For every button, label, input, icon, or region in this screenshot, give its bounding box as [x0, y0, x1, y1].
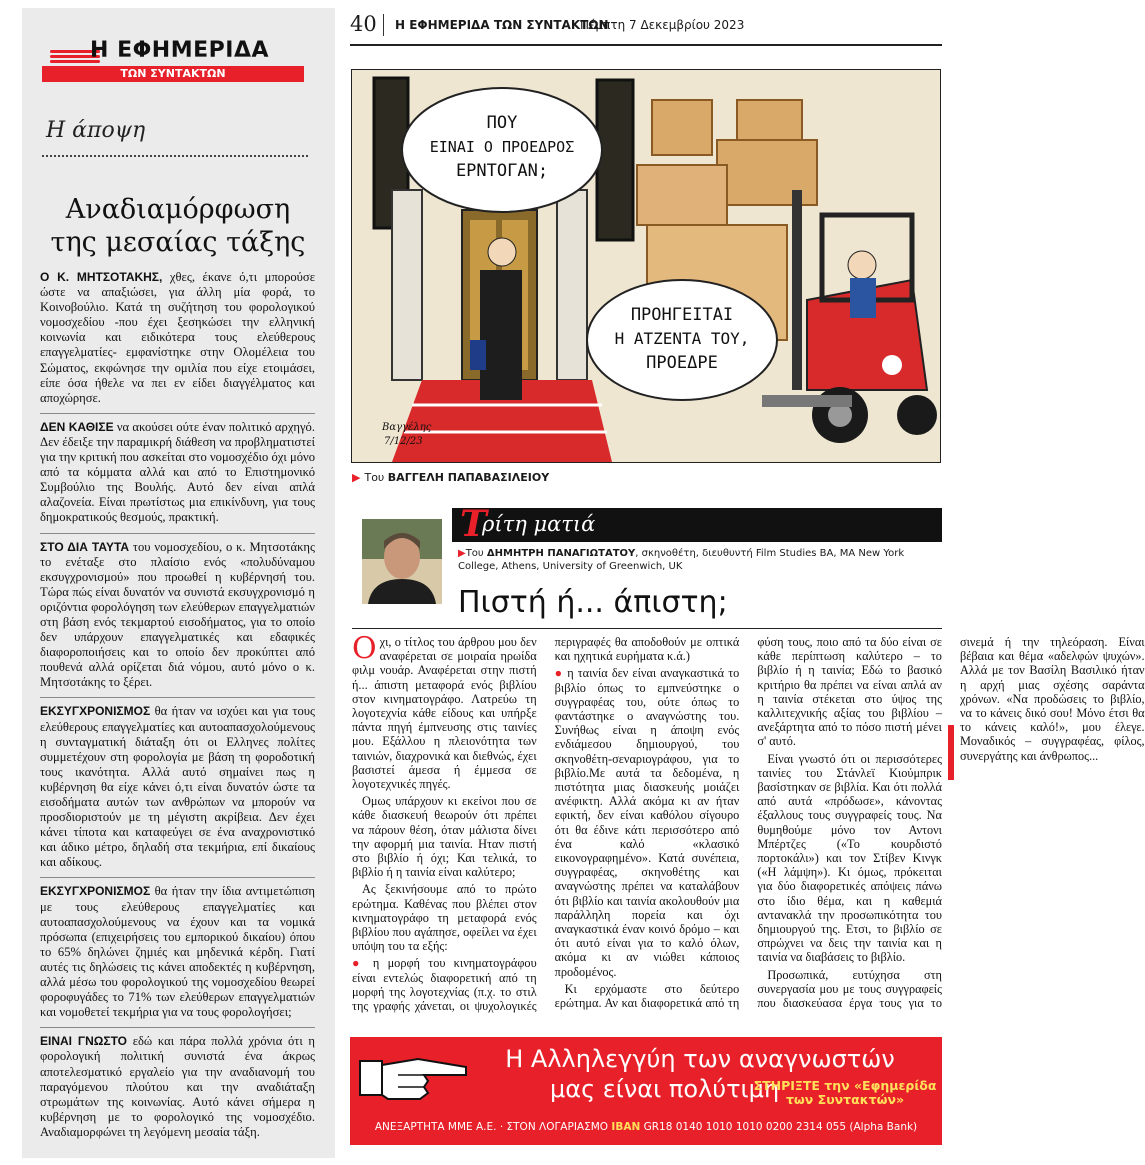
column-paragraph: Κι ερχόμαστε στο δεύτερο ερώτημα. Αν και διαφορετικά από τη φύση τους, ποιο από τα δύο είναι σε κάθε περίπτωση καλύτερο – το βιβλίο ή η ταινία; Εδώ το βασικό κριτήριο θα πρέπει να είναι απλά αν η ταινία στέκεται στο ύψος της καλλιτεχνικής αξίας του βιβλίου – ανεξάρτητα από το πόσο πιστή μένει σ' αυτό. [554, 635, 942, 1011]
bullet-icon: ● [554, 666, 564, 681]
cartoon-signature-name: Βαγγέλης [382, 422, 432, 433]
paragraph-text: χθες, έκανε ό,τι μπορούσε ώστε να απαξιώσει, για άλλη μία φορά, το Κοινοβούλιο. Κατά τη συζήτηση του φορολογικού νομοσχεδίου -που έχει ξεσηκώσει την ελληνική κοινωνία και ειδικότερα τους ελεύθερους επαγγελματίες- εμφανίστηκε στην Ολομέλεια του Σώματος, εκφώνησε την ομιλία που είχε ετοιμάσει, είπε όσα ήθελε να πει εν είδει διαγγέλματος και αποχώρησε. [40, 270, 315, 405]
paragraph-divider [40, 697, 315, 698]
page-number: 40 [350, 12, 377, 36]
solidarity-ad[interactable] [350, 1037, 942, 1145]
paragraph-divider [40, 877, 315, 878]
header-separator [383, 14, 384, 36]
column-rule [352, 628, 942, 629]
ad-cta-line-2: των Συντακτών» [785, 1092, 905, 1107]
bullet-icon: ● [352, 956, 365, 971]
drop-cap: Ο [352, 631, 377, 666]
banner-initial: Τ [460, 503, 487, 545]
column-paragraph: Ομως υπάρχουν κι εκείνοι που σε κάθε διασκευή θεωρούν ότι πρέπει να πάρουν θέση, όταν μάλιστα δίνει την αφορμή μια ταινία. Ηταν πιστή στο βιβλίο ή όχι; Και τελικά, το βιβλίο ή η ταινία είναι καλύτερο; [352, 794, 537, 880]
author-name: ΔΗΜΗΤΡΗ ΠΑΝΑΓΙΩΤΑΤΟΥ [486, 548, 636, 559]
editorial-paragraph [40, 540, 315, 691]
triangle-icon: ▶ [458, 548, 466, 559]
logo-subtitle: ΤΩΝ ΣΥΝΤΑΚΤΩΝ [42, 66, 304, 82]
ad-headline-1: Η Αλληλεγγύη των αναγνωστών [505, 1045, 895, 1073]
bubble-right-line-3: ΠΡΟΕΔΡΕ [646, 353, 718, 373]
cartoon-signature-date: 7/12/23 [384, 436, 423, 447]
paragraph-text: να ακούσει ούτε έναν πολιτικό αρχηγό. Δεν έδειξε την παραμικρή διάθεση να προβληματιστεί για την κριτική που ασκείται στο νομοσχέδιο όχι μόνο από τα κόμματα αλλά και από το Επιστημονικό Συμβούλιο της Βουλής. Αυτό δεν είναι απλά αλαζονεία. Είναι πρωτίστως μια επικίνδυνη, για τους δημοκρατικούς θεσμούς, πρακτική. [40, 419, 316, 525]
paragraph-text: του νομοσχεδίου, ο κ. Μητσοτάκης το ενέταξε στο πλαίσιο ενός «πολυδύναμου εκσυγχρονισμού» που προωθεί η κυβέρνησή του. Τώρα πώς είναι δυνατόν να συνιστά εκσυγχρονισμό η οριζόντια φορολόγηση των ελεύθερων επαγγελματιών στη βάση ενός τεκμαρτού εισοδήματος, για το οποίο δεν υπάρχουν επαγγελματικές και εδαφικές διαφοροποιήσεις και το οποίο δεν προκύπτει από πουθενά αλλά ορίζεται διά νόμου, αυτό μόνο ο κ. Μητσοτάκης το ξέρει. [40, 539, 315, 690]
section-label: Η άποψη [46, 118, 146, 143]
paragraph-text: η ταινία δεν είναι αναγκαστικά το βιβλίο όπως το εμπνεύστηκε ο συγγραφέας του, ούτε όπως το φαντάστηκε ο αναγνώστης του. Συνήθως είναι η άποψη ενός ενδιάμεσου δημιουργού, του σκηνοθέτη-σεναριογράφου, για το βιβλίο.Με αυτά τα δεδομένα, η πιστότητα μιας διασκευής μοιάζει ανέφικτη. Αλλά ακόμα κι αν ήταν εφικτή, δεν είναι καθόλου σίγουρο ότι θα έδινε κάτι περισσότερο από ένα καλό «κλασικό εικονογραφημένο». Κατά συνέπεια, συγγραφέας, σκηνοθέτης και αναγνώστης πρέπει να καταλάβουν ότι βιβλίο και ταινία ακολουθούν μια παράλληλη πορεία και όχι αναγκαστικά έναν κοινό δρόμο – και ότι αυτό είναι για το καλό όλων, ακόμα κι αν νιώθει κάποιος προδομένος. [554, 666, 740, 979]
headline-line-2: της μεσαίας τάξης [50, 227, 306, 258]
ad-call-to-action [750, 1079, 940, 1107]
paper-name: Η ΕΦΗΜΕΡΙΔΑ ΤΩΝ ΣΥΝΤΑΚΤΩΝ [395, 18, 609, 32]
editorial-body [40, 270, 315, 1147]
ad-bank-text: ΑΝΕΞΑΡΤΗΤΑ ΜΜΕ Α.Ε. · ΣΤΟΝ ΛΟΓΑΡΙΑΣΜΟ [374, 1121, 609, 1133]
page-edge-mark [948, 725, 954, 780]
publication-date: Πέμπτη 7 Δεκεμβρίου 2023 [580, 18, 745, 32]
paragraph-text: χι, ο τίτλος του άρθρου μου δεν αναφέρεται σε μοιραία ηρωίδα φιλμ νουάρ. Αναφέρεται στην πιστή ή... άπιστη μεταφορά ενός βιβλίου στον κινηματογράφο. Λατρεύω τη λογοτεχνία κάθε είδους και υπήρξε πάντα πηγή έμπνευσης στις ταινίες μου. Εξάλλου η πλειονότητα των ταινιών, διαχρονικά και διεθνώς, έχει βασιστεί άμεσα ή έμμεσα σε λογοτεχνικές πηγές. [352, 635, 537, 792]
paragraph-lead: ΕΙΝΑΙ ΓΝΩΣΤΟ [40, 1034, 128, 1049]
triangle-icon: ▶ [352, 471, 361, 484]
paragraph-divider [40, 533, 315, 534]
paragraph-lead: ΕΚΣΥΓΧΡΟΝΙΣΜΟΣ [40, 884, 151, 899]
bubble-top-line-2: ΕΙΝΑΙ Ο ΠΡΟΕΔΡΟΣ [429, 138, 575, 156]
ad-cta-line-1: ΣΤΗΡΙΞΤΕ την «Εφημερίδα [753, 1078, 937, 1093]
section-divider [42, 155, 308, 157]
author-photo [362, 519, 442, 604]
ad-iban: GR18 0140 1010 1010 0200 2314 055 [643, 1121, 847, 1133]
ad-bank-name: (Alpha Bank) [849, 1121, 918, 1133]
column-title: Πιστή ή... άπιστη; [458, 585, 728, 620]
paragraph-divider [40, 1027, 315, 1028]
column-paragraph [352, 631, 537, 792]
paragraph-lead: Ο Κ. ΜΗΤΣΟΤΑΚΗΣ, [40, 270, 163, 284]
editorial-paragraph [40, 420, 315, 526]
headline-line-1: Αναδιαμόρφωση [65, 194, 291, 225]
paragraph-text: η μορφή του κινηματογράφου είναι εντελώς διαφορετική από τη μορφή της λογοτεχνίας (π.χ. το στιλ της γραφής χάνεται, οι ψυχολογικές περιγραφές θα αποδοθούν με οπτικά και ηχητικά ευρήματα κ.ά.) [352, 635, 740, 1014]
paragraph-lead: ΕΚΣΥΓΧΡΟΝΙΣΜΟΣ [40, 704, 151, 719]
author-bio: , σκηνοθέτη, διευθυντή Film Studies BA, MA New York College, Athens, University of Greenwich, UK [458, 548, 905, 572]
editorial-paragraph [40, 884, 315, 1020]
editorial-headline [30, 193, 326, 259]
column-paragraph: Είναι γνωστό ότι οι περισσότερες ταινίες του Στάνλεϊ Κιούμπρικ βασίστηκαν σε βιβλία. Και ότι πολλά από αυτά «πρόδωσε», κάνοντας έξαλλους τους συγγραφείς τους. Να θυμηθούμε μόνο τον Αντονι Μπέρτζες («Το κουρδιστό πορτοκάλι») και τον Στίβεν Κινγκ («Η λάμψη»). Κι όμως, πρόκειται για δύο διαφορετικές απόψεις πάνω στο ίδιο θέμα, και η καθεμιά αντανακλά την προσωπικότητα του δημιουργού της. Ετσι, το βιβλίο σε σπρώχνει να δεις την ταινία και η ταινία να διαβάσεις το βιβλίο. [757, 751, 942, 965]
paragraph-text: εδώ και πάρα πολλά χρόνια ότι η φορολογική πολιτική συνιστά ένα άκρως αποτελεσματικό εργαλείο για την αναδιανομή του παραγόμενου πλούτου και την αναδιάταξη στρωμάτων της κοινωνίας. Αυτό κάνει σήμερα η κυβέρνηση με το φορολογικό της νομοσχέδιο. Αναδιαμορφώνει τη λεγόμενη μεσαία τάξη. [40, 1034, 315, 1139]
political-cartoon [352, 70, 940, 462]
ad-bank-details [350, 1121, 942, 1133]
bubble-right-line-2: Η ΑΤΖΕΝΤΑ ΤΟΥ, [614, 329, 750, 348]
paragraph-lead: ΣΤΟ ΔΙΑ ΤΑΥΤΑ [40, 539, 130, 554]
ad-iban-label: IBAN [611, 1121, 641, 1133]
paragraph-text: θα ήταν να ισχύει και για τους ελεύθερους επαγγελματίες και αυτοαπασχολούμενους η συνταγματική διάταξη ότι οι Ελληνες πολίτες συμμετέχουν στη φορολογία με βάση τη φοροδοτική τους ικανότητα. Αλλά αυτό σημαίνει πως η κυβέρνηση θα είχε κάνει ό,τι είναι δυνατόν ώστε τα εισοδήματα αυτών των ανθρώπων να μπορούν να προσδιοριστούν με τη μέγιστη ακρίβεια. Δεν έχει κάνει τίποτα και καταφεύγει σε ένα αναχρονιστικό και άδικο μέτρο, δηλαδή στα τεκμήρια, επί δικαίους και αδίκους. [40, 704, 315, 870]
banner-title: ρίτη ματιά [482, 512, 596, 536]
editorial-paragraph [40, 270, 315, 406]
paragraph-divider [40, 413, 315, 414]
bubble-top-line-3: ΕΡΝΤΟΓΑΝ; [455, 161, 549, 181]
cartoonist-name: ΒΑΓΓΕΛΗ ΠΑΠΑΒΑΣΙΛΕΙΟΥ [387, 471, 550, 484]
editorial-paragraph [40, 704, 315, 870]
editorial-paragraph [40, 1034, 315, 1140]
ad-headline-2: μας είναι πολύτιμη [550, 1075, 780, 1103]
bubble-top-line-1: ΠΟΥ [486, 113, 518, 133]
cartoon-credit [352, 471, 549, 484]
column-bullet-paragraph [555, 666, 740, 978]
paragraph-text: θα ήταν την ίδια αντιμετώπιση με τους ελεύθερους επαγγελματίες και αυτοαπασχολούμενους να έχουν και τα νομικά πρόσωπα (επιχειρήσεις του εμπορικού δικαίου) όπου το 65% δηλώνει ζημιές και μηδενικά κέρδη. Γιατί αυτές τις δηλώσεις τις κάνει αποδεκτές η κυβέρνηση, αλλά μέσω του φορολογικού της νομοσχεδίου θεωρεί φοροφυγάδες το 71% των ελεύθερων επαγγελματιών και νομοθετεί τεκμήρια για να τους φορολογήσει; [40, 884, 315, 1020]
page-header [350, 12, 910, 40]
column-paragraph: Προσωπικά, ευτύχησα στη συνεργασία μου με τους συγγραφείς που διασκεύασα έργα τους για το σινεμά ή την τηλεόραση. Είναι βέβαια και θέμα «αδελφών ψυχών». Αλλά με τον Βασίλη Βασιλικό ήταν η αρχή μιας σχέσης σαράντα χρόνων. «Να προδώσεις το βιβλίο, να το κάνεις δικό σου! Μόνο έτσι θα το κάνεις καλό!», μου έλεγε. Μοναδικός – συγγραφέας, φίλος, συνεργάτης και άνθρωπος... [757, 635, 1145, 1011]
author-prefix: Του [465, 548, 484, 559]
bubble-right-line-1: ΠΡΟΗΓΕΙΤΑΙ [630, 305, 734, 325]
header-rule [350, 44, 942, 46]
logo-title: Η ΕΦΗΜΕΡΙΔΑ [90, 38, 269, 63]
author-byline [458, 547, 936, 573]
paragraph-lead: ΔΕΝ ΚΑΘΙΣΕ [40, 419, 114, 434]
column-paragraph: Ας ξεκινήσουμε από το πρώτο ερώτημα. Καθένας που βλέπει στον κινηματογράφο τη μεταφορά ενός βιβλίου που αγάπησε, οφείλει να έχει υπόψη του τα εξής: [352, 882, 537, 954]
pointing-hand-icon [358, 1045, 473, 1111]
credit-prefix: Του [364, 471, 385, 484]
column-body [352, 631, 1145, 1015]
